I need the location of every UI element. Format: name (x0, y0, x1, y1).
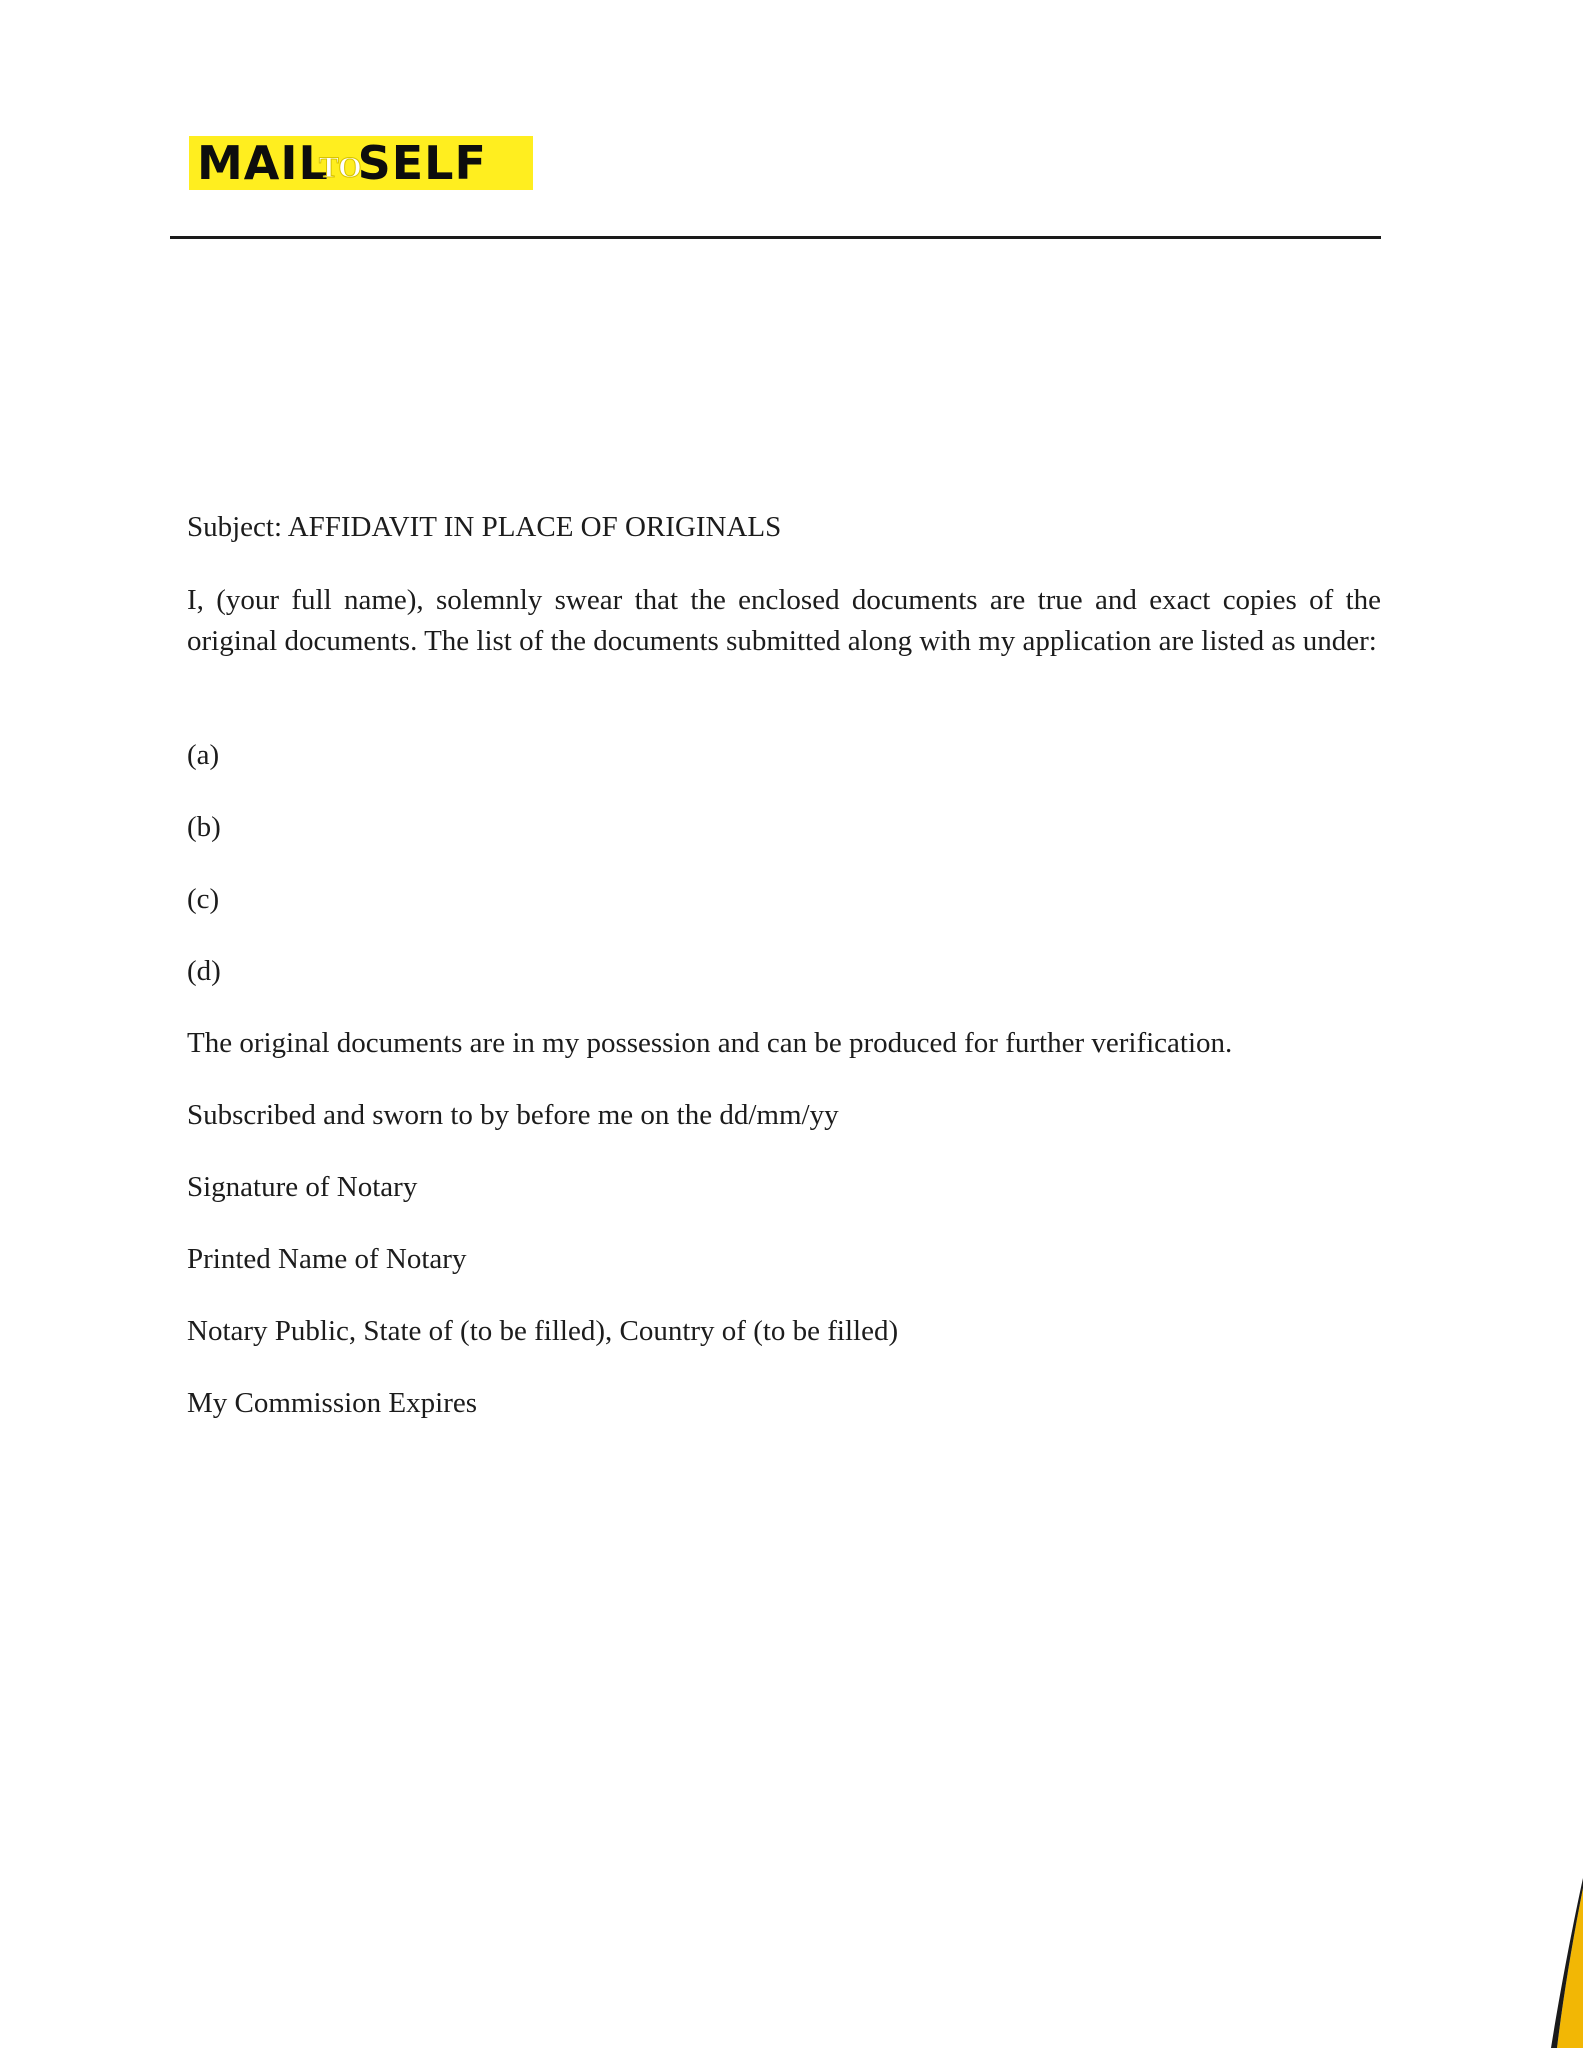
corner-swoosh-decoration (1543, 1848, 1583, 2048)
list-item-b: (b) (187, 811, 221, 843)
list-item-a: (a) (187, 739, 220, 771)
list-item-c: (c) (187, 883, 220, 915)
logo (189, 136, 533, 190)
logo-text-self: SELF (357, 136, 487, 190)
list-item-d: (d) (187, 955, 221, 987)
subject-line: Subject: AFFIDAVIT IN PLACE OF ORIGINALS (187, 511, 782, 543)
sworn-statement: Subscribed and sworn to by before me on the dd/mm/yy (187, 1099, 839, 1131)
commission-line: My Commission Expires (187, 1387, 478, 1419)
possession-statement: The original documents are in my possession and can be produced for further verification. (187, 1027, 1233, 1059)
logo-text-mail: MAIL (197, 136, 329, 190)
header-divider (170, 236, 1381, 239)
signature-line: Signature of Notary (187, 1171, 418, 1203)
logo-wordmark (197, 136, 487, 190)
intro-paragraph: I, (your full name), solemnly swear that the enclosed documents are true and exact copies of the original documents. The list of the documents submitted along with my application are listed as under: (187, 584, 1381, 657)
logo-text-to: TO (318, 151, 362, 184)
printed-name-line: Printed Name of Notary (187, 1243, 467, 1275)
notary-public-line: Notary Public, State of (to be filled), Country of (to be filled) (187, 1315, 899, 1347)
